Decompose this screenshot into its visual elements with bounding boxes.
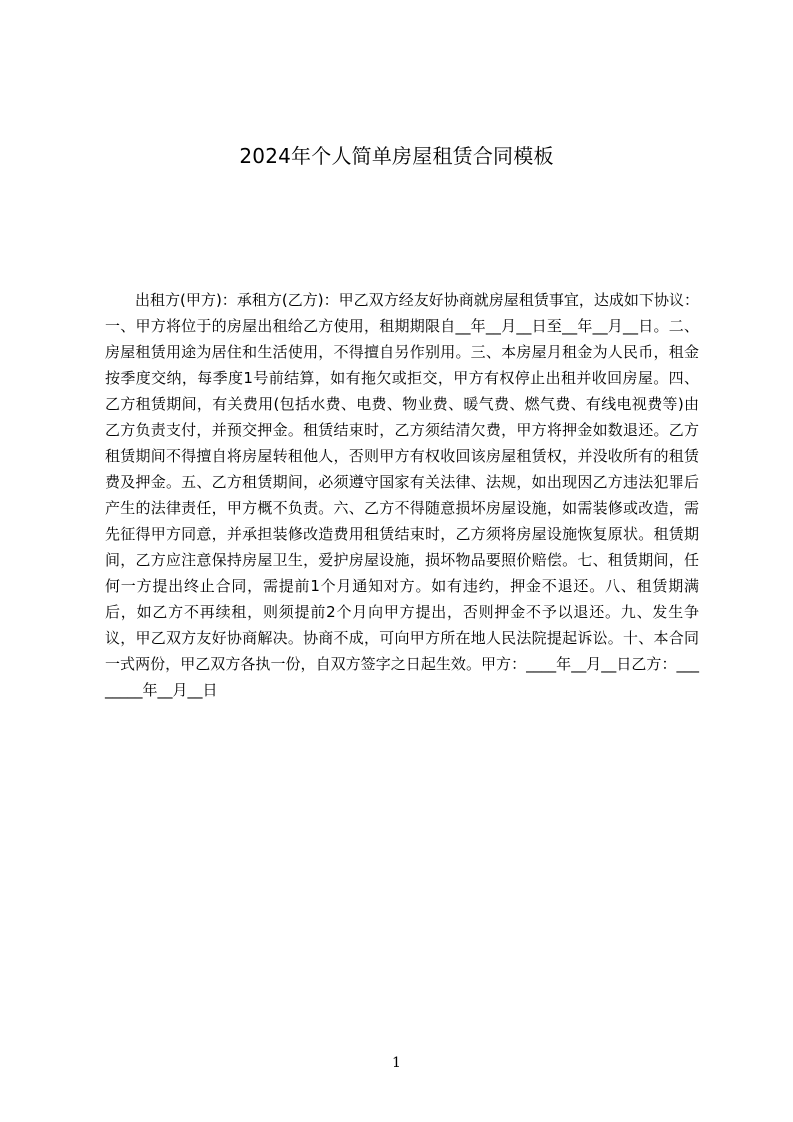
page-number: 1 [392,1055,401,1071]
document-title: 2024年个人简单房屋租赁合同模板 [239,144,554,168]
contract-body-paragraph: 出租方(甲方)：承租方(乙方)：甲乙双方经友好协商就房屋租赁事宜，达成如下协议：一、甲方将位于的房屋出租给乙方使用，租期期限自__年__月__日至__年__月__日。二、房屋租赁用途为居住和生活使用，不得擅自另作别用。三、本房屋月租金为人民币，租金按季度交纳，每季度1号前结算，如有拖欠或拒交，甲方有权停止出租并收回房屋。四、乙方租赁期间，有关费用(包括水费、电费、物业费、暖气费、燃气费、有线电视费等)由乙方负责支付，并预交押金。租赁结束时，乙方须结清欠费，甲方将押金如数退还。乙方租赁期间不得擅自将房屋转租他人，否则甲方有权收回该房屋租赁权，并没收所有的租赁费及押金。五、乙方租赁期间，必须遵守国家有关法律、法规，如出现因乙方违法犯罪后产生的法律责任，甲方概不负责。六、乙方不得随意损坏房屋设施，如需装修或改造，需先征得甲方同意，并承担装修改造费用租赁结束时，乙方须将房屋设施恢复原状。租赁期间，乙方应注意保持房屋卫生，爱护房屋设施，损坏物品要照价赔偿。七、租赁期间，任何一方提出终止合同，需提前1个月通知对方。如有违约，押金不退还。八、租赁期满后，如乙方不再续租，则须提前2个月向甲方提出，否则押金不予以退还。九、发生争议，甲乙双方友好协商解决。协商不成，可向甲方所在地人民法院提起诉讼。十、本合同一式两份，甲乙双方各执一份，自双方签字之日起生效。甲方：____年__月__日乙方：________年__月__日 [105,291,699,699]
